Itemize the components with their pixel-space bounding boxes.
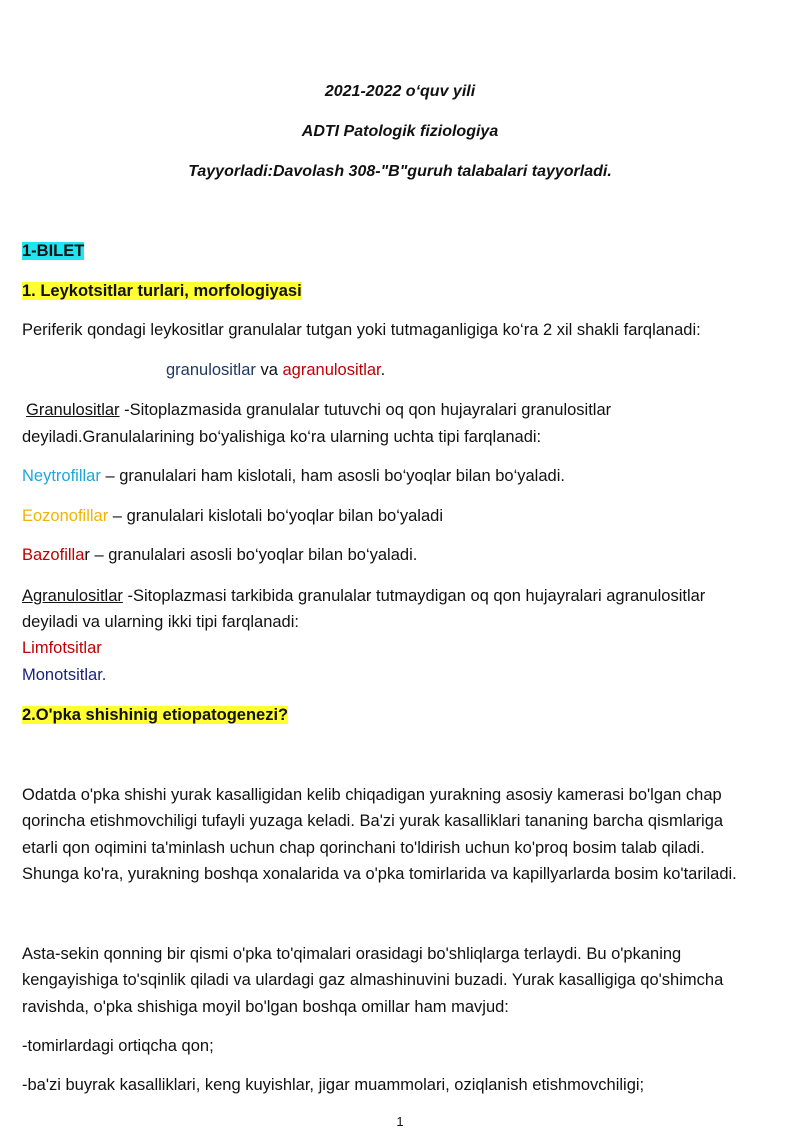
- q2-paragraph2-line1: Asta-sekin qonning bir qismi o'pka to'qimalari orasidagi bo'shliqlarga terlaydi. Bu o'pkaning: [22, 945, 682, 963]
- q2-bullet-2: -ba'zi buyrak kasalliklari, keng kuyishlar, jigar muammolari, oziqlanish etishmovchiligi;: [22, 1076, 645, 1094]
- neutrophils-definition: – granulalari ham kislotali, ham asosli bo‘yoqlar bilan bo‘yaladi.: [100, 467, 565, 485]
- q1-title: 1. Leykotsitlar turlari, morfologiyasi: [22, 282, 302, 300]
- page-number: 1: [396, 1114, 404, 1129]
- types-period: .: [380, 361, 386, 379]
- basophils-term: Bazofilla: [22, 546, 85, 564]
- ticket-label: 1-BILET: [22, 242, 85, 260]
- granulocytes-definition-line2: deyiladi.Granulalarining bo‘yalishiga ko‘ra ularning uchta tipi farqlanadi:: [22, 428, 542, 446]
- agranulocytes-definition-term: Agranulositlar: [22, 587, 123, 605]
- neutrophils-line: [22, 466, 565, 486]
- agranulocytes-definition-line1: [22, 586, 705, 606]
- eosinophils-definition: – granulalari kislotali bo‘yoqlar bilan bo‘yaladi: [108, 507, 443, 525]
- agranulocytes-term: agranulositlar: [282, 361, 381, 379]
- lymphocytes-term: Limfotsitlar: [22, 639, 102, 657]
- basophils-term-suffix: r: [84, 546, 90, 564]
- types-conjunction: va: [255, 361, 283, 379]
- q2-paragraph2-line2: kengayishiga to'sqinlik qiladi va ulardagi gaz almashinuvini buzadi. Yurak kasalligiga qo'shimcha: [22, 971, 724, 989]
- q2-paragraph1-line4: Shunga ko'ra, yurakning boshqa xonalarida va o'pka tomirlarida va kapillyarlarda bosim ko'tariladi.: [22, 865, 737, 883]
- q1-title-row: [22, 281, 302, 301]
- q2-title: 2.O'pka shishinig etiopatogenezi?: [22, 706, 289, 724]
- granulocytes-term: granulositlar: [166, 361, 256, 379]
- granulocytes-definition-term: Granulositlar: [26, 401, 120, 419]
- basophils-line: [22, 545, 417, 565]
- q2-paragraph1-line1: Odatda o'pka shishi yurak kasalligidan kelib chiqadigan yurakning asosiy kamerasi bo'lgan chap: [22, 786, 722, 804]
- eosinophils-term: Eozonofillar: [22, 507, 109, 525]
- q2-paragraph2-line3: ravishda, o'pka shishiga moyil bo'lgan boshqa omillar ham mavjud:: [22, 998, 509, 1016]
- q1-types-line: [166, 360, 385, 380]
- q2-title-row: [22, 705, 288, 725]
- ticket-label-row: [22, 241, 84, 261]
- eosinophils-line: [22, 506, 443, 526]
- author-heading: Tayyorladi:Davolash 308-"B"guruh talabalari tayyorladi.: [188, 163, 612, 180]
- subject-heading: ADTI Patologik fiziologiya: [301, 123, 499, 140]
- q1-intro: Periferik qondagi leykositlar granulalar tutgan yoki tutmaganligiga ko‘ra 2 xil shakli farqlanadi:: [22, 321, 701, 339]
- monocytes-term: Monotsitlar.: [22, 666, 107, 684]
- q2-paragraph1-line3: etarli qon oqimini ta'minlash uchun chap qorinchani to'ldirish uchun ko'proq bosim talab qiladi.: [22, 839, 705, 857]
- granulocytes-definition-line1: [26, 400, 611, 420]
- year-heading: 2021-2022 o‘quv yili: [324, 83, 476, 100]
- granulocytes-definition-text: -Sitoplazmasida granulalar tutuvchi oq qon hujayralari granulositlar: [119, 401, 612, 419]
- basophils-definition: – granulalari asosli bo‘yoqlar bilan bo‘yaladi.: [89, 546, 418, 564]
- q2-paragraph1-line2: qorincha etishmovchiligi tufayli yuzaga keladi. Ba'zi yurak kasalliklari tananing barcha qismlariga: [22, 812, 724, 830]
- neutrophils-term: Neytrofillar: [22, 467, 101, 485]
- agranulocytes-definition-text: -Sitoplazmasi tarkibida granulalar tutmaydigan oq qon hujayralari agranulositlar: [122, 587, 706, 605]
- q2-bullet-1: -tomirlardagi ortiqcha qon;: [22, 1037, 214, 1055]
- agranulocytes-definition-line2: deyiladi va ularning ikki tipi farqlanadi:: [22, 613, 299, 631]
